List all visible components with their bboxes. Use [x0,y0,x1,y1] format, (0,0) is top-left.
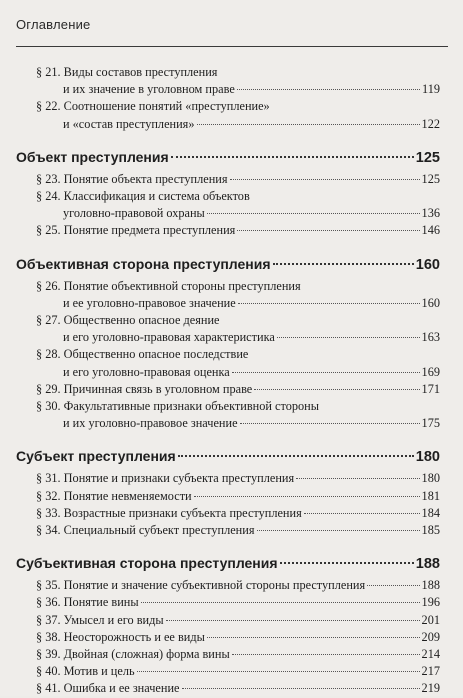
page-number: 169 [421,364,440,379]
section-title: Общественно опасное деяние [63,313,220,328]
toc-entry-line [16,188,440,205]
dot-leader [137,671,420,672]
toc-entry [16,64,440,98]
toc-entry-line [16,470,440,487]
section-title: Понятие невменяемости [63,488,192,503]
header-rule [16,46,448,47]
section-title-continued: и его уголовно-правовая характеристика [63,330,275,345]
section-title: Мотив и цель [63,664,135,679]
chapter-page-number: 160 [415,256,440,273]
toc-entry [16,663,440,680]
dot-leader [237,89,420,90]
toc-entry-line [16,116,440,133]
toc-entry-line [16,312,440,329]
toc-entry-line [16,488,440,505]
toc-entry-line [16,505,440,522]
section-title: Понятие объекта преступления [63,171,228,186]
toc-entry-line [16,205,440,222]
section-title: Факультативные признаки объективной стороны [63,399,319,414]
dot-leader [232,654,420,655]
section-spacer [16,133,440,143]
chapter-heading [16,254,440,275]
dot-leader [277,337,420,338]
toc-entry-line [16,646,440,663]
page-number: 171 [421,381,440,396]
page-number: 188 [421,578,440,593]
chapter-title: Субъективная сторона преступления [16,555,278,572]
toc-entry [16,612,440,629]
toc-entry-line [16,381,440,398]
chapter-title: Субъект преступления [16,448,176,465]
page-number: 119 [422,82,440,97]
dot-leader [254,389,419,390]
dot-leader [171,156,414,158]
section-title: Классификация и система объектов [63,189,250,204]
toc-entry-line [16,98,440,115]
page-number: 136 [421,206,440,221]
section-number: § 28. [36,347,61,362]
section-number: § 24. [36,189,61,204]
page-number: 175 [421,416,440,431]
toc-entry [16,646,440,663]
toc-entry-line [16,171,440,188]
dot-leader [257,530,420,531]
table-of-contents [16,64,440,698]
section-number: § 39. [36,647,61,662]
toc-entry [16,488,440,505]
section-number: § 26. [36,278,61,293]
section-title-continued: и «состав преступления» [63,116,195,131]
toc-entry-line [16,663,440,680]
section-title-continued: и ее уголовно-правовое значение [63,295,236,310]
toc-entry-line [16,415,440,432]
section-spacer [16,240,440,250]
section-title: Соотношение понятий «преступление» [63,99,270,114]
page-number: 185 [421,523,440,538]
section-number: § 22. [36,99,61,114]
chapter-title: Объект преступления [16,148,169,165]
section-spacer [16,432,440,442]
section-title: Виды составов преступления [63,65,218,79]
toc-entry [16,188,440,222]
page-number: 160 [421,295,440,310]
toc-entry [16,522,440,539]
toc-entry-line [16,522,440,539]
toc-entry-line [16,680,440,697]
section-title: Общественно опасное последствие [63,347,249,362]
section-title: Понятие вины [63,595,139,610]
chapter-page-number: 188 [415,556,440,573]
toc-entry [16,222,440,239]
toc-entry [16,312,440,346]
toc-entry-line [16,81,440,98]
section-title: Причинная связь в уголовном праве [63,381,253,396]
page-number: 122 [421,116,440,131]
section-number: § 40. [36,664,61,679]
section-number: § 33. [36,505,61,520]
section-title-continued: и его уголовно-правовая оценка [63,364,230,379]
toc-entry-line [16,594,440,611]
dot-leader [232,372,420,373]
dot-leader [182,688,420,689]
page-number: 214 [421,647,440,662]
dot-leader [166,620,420,621]
toc-entry-line [16,612,440,629]
section-title: Неосторожность и ее виды [63,629,205,644]
page-number: 181 [421,488,440,503]
section-spacer [16,539,440,549]
dot-leader [194,496,420,497]
dot-leader [141,602,420,603]
section-title-continued: и их уголовно-правовое значение [63,416,238,431]
toc-entry [16,278,440,312]
section-title: Понятие объективной стороны преступления [63,278,301,293]
page-number: 217 [421,664,440,679]
dot-leader [207,637,420,638]
dot-leader [304,513,420,514]
page-number: 219 [421,681,440,696]
section-number: § 27. [36,313,61,328]
chapter-title: Объективная сторона преступления [16,255,271,272]
section-title: Двойная (сложная) форма вины [63,647,230,662]
section-title-continued: уголовно-правовой охраны [63,206,205,221]
dot-leader [280,562,414,564]
page-number: 180 [421,471,440,486]
toc-entry [16,629,440,646]
toc-entry [16,680,440,697]
page-number: 184 [421,505,440,520]
dot-leader [238,303,420,304]
section-title-continued: и их значение в уголовном праве [63,82,235,97]
section-title: Понятие и признаки субъекта преступления [63,471,295,486]
page-number: 201 [421,612,440,627]
section-title: Ошибка и ее значение [63,681,180,696]
dot-leader [240,423,420,424]
toc-entry [16,98,440,132]
section-title: Возрастные признаки субъекта преступления [63,505,302,520]
toc-entry [16,594,440,611]
toc-entry-line [16,64,440,81]
section-number: § 37. [36,612,61,627]
dot-leader [207,213,420,214]
chapter-heading [16,147,440,168]
toc-entry [16,577,440,594]
page-number: 209 [421,629,440,644]
toc-entry [16,398,440,432]
page-number: 146 [421,223,440,238]
toc-entry [16,171,440,188]
section-number: § 30. [36,399,61,414]
section-title: Умысел и его виды [63,612,164,627]
section-title: Специальный субъект преступления [63,523,255,538]
toc-entry-line [16,329,440,346]
toc-entry-line [16,577,440,594]
toc-entry-line [16,295,440,312]
section-number: § 29. [36,381,61,396]
section-title: Понятие и значение субъективной стороны преступления [63,578,366,593]
dot-leader [237,230,419,231]
dot-leader [178,455,414,457]
section-number: § 32. [36,488,61,503]
toc-entry-line [16,278,440,295]
dot-leader [197,124,420,125]
section-number: § 21. [36,65,61,79]
dot-leader [273,263,414,265]
section-number: § 23. [36,171,61,186]
toc-entry-line [16,629,440,646]
section-number: § 31. [36,471,61,486]
running-head: Оглавление [16,17,91,32]
chapter-page-number: 180 [415,449,440,466]
section-number: § 36. [36,595,61,610]
page-number: 125 [421,171,440,186]
toc-entry-line [16,398,440,415]
toc-entry-line [16,364,440,381]
page-number: 196 [421,595,440,610]
chapter-heading [16,446,440,467]
chapter-page-number: 125 [415,149,440,166]
toc-entry [16,470,440,487]
toc-entry [16,381,440,398]
section-number: § 35. [36,578,61,593]
section-number: § 38. [36,629,61,644]
toc-entry [16,346,440,380]
section-title: Понятие предмета преступления [63,223,236,238]
dot-leader [230,179,420,180]
toc-entry-line [16,222,440,239]
dot-leader [296,478,419,479]
section-number: § 41. [36,681,61,696]
dot-leader [367,585,419,586]
section-number: § 25. [36,223,61,238]
toc-entry-line [16,346,440,363]
toc-entry [16,505,440,522]
page-number: 163 [421,330,440,345]
section-number: § 34. [36,523,61,538]
chapter-heading [16,553,440,574]
